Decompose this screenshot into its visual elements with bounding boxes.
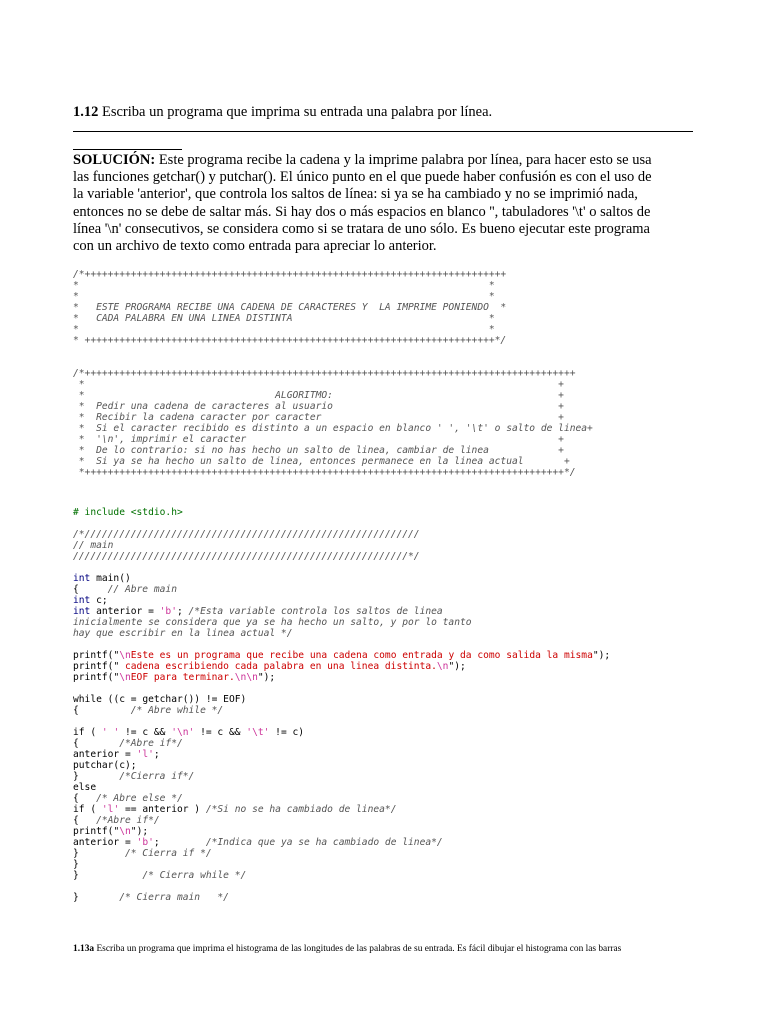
- code-text: printf(: [73, 826, 114, 837]
- escape-sequence: \n: [436, 661, 449, 672]
- code-comment: /* Abre while */: [130, 705, 224, 716]
- code-text: ": [113, 650, 120, 661]
- main-banner-comment: // main: [73, 540, 114, 551]
- comment-line: * '\n', imprimir el caracter +: [73, 434, 564, 445]
- comment-line: * +++++++++++++++++++++++++++++++++++++++++++++++++++++++++++++++++++++++*/: [73, 335, 507, 346]
- comment-line: * Si el caracter recibido es distinto a un espacio en blanco ' ', '\t' o salto de linea+: [73, 423, 593, 434]
- code-text: );: [454, 661, 466, 672]
- solution-line: [73, 152, 695, 169]
- comment-line: * *: [73, 291, 495, 302]
- solution-line: línea '\n' consecutivos, se considera como si se tratara de uno sólo. Es bueno ejecutar este programa: [73, 220, 650, 237]
- solution-line: entonces no se debe de saltar más. Si hay dos o más espacios en blanco '', tabuladores '\t' o saltos de: [73, 203, 651, 220]
- code-comment: /*Abre if*/: [96, 815, 160, 826]
- comment-line: * Si ya se ha hecho un salto de linea, entonces permanece en la linea actual +: [73, 456, 570, 467]
- code-text: (: [84, 727, 102, 738]
- keyword: while: [73, 694, 102, 705]
- code-comment: /*Si no se ha cambiado de linea*/: [205, 804, 397, 815]
- code-text: ": [113, 661, 120, 672]
- code-text: main(): [90, 573, 131, 584]
- keyword: int: [73, 595, 91, 606]
- code-text: != c &&: [194, 727, 247, 738]
- code-text: ": [113, 826, 120, 837]
- code-text: c;: [90, 595, 108, 606]
- algorithm-comment-box: [73, 368, 593, 478]
- keyword: int: [73, 573, 91, 584]
- code-text: {: [73, 705, 131, 716]
- comment-line: /*+++++++++++++++++++++++++++++++++++++++++++++++++++++++++++++++++++++++++++++++++++++: [73, 368, 576, 379]
- code-text: {: [73, 738, 120, 749]
- code-text: {: [73, 815, 97, 826]
- exercise-statement: Escriba un programa que imprima su entrada una palabra por línea.: [98, 104, 493, 120]
- include-directive: # include <stdio.h>: [73, 507, 183, 518]
- comment-line: * Recibir la cadena caracter por caracter +: [73, 412, 564, 423]
- code-text: ": [113, 672, 120, 683]
- solution-paragraph: [73, 152, 695, 255]
- code-comment: /* Cierra while */: [142, 870, 247, 881]
- comment-line: * Pedir una cadena de caracteres al usuario +: [73, 401, 564, 412]
- solution-line: la variable 'anterior', que controla los saltos de línea: si ya se ha cambiado y no se imprimió nada,: [73, 186, 638, 203]
- keyword: else: [73, 782, 97, 793]
- code-text: == anterior ): [119, 804, 206, 815]
- code-text: (: [84, 804, 102, 815]
- code-text: ;: [176, 606, 189, 617]
- string-literal: cadena escribiendo cada palabra en una linea distinta.: [119, 661, 437, 672]
- comment-line: * ESTE PROGRAMA RECIBE UNA CADENA DE CARACTERES Y LA IMPRIME PONIENDO *: [73, 302, 507, 313]
- code-text: }: [73, 870, 143, 881]
- code-text: != c): [269, 727, 305, 738]
- code-text: printf(: [73, 650, 114, 661]
- code-text: );: [136, 826, 149, 837]
- code-text: }: [73, 859, 79, 870]
- code-text: anterior =: [90, 606, 160, 617]
- code-text: putchar(c);: [73, 760, 137, 771]
- code-text: ": [592, 650, 599, 661]
- char-literal: 'l': [101, 804, 120, 815]
- escape-sequence: \n: [246, 672, 258, 683]
- code-text: }: [73, 848, 125, 859]
- code-comment: /*Esta variable controla los saltos de linea: [188, 606, 443, 617]
- comment-line: *+++++++++++++++++++++++++++++++++++++++++++++++++++++++++++++++++++++++++++++++++++*/: [73, 467, 576, 478]
- code-text: }: [73, 892, 120, 903]
- code-text: anterior =: [73, 749, 137, 760]
- code-comment: // Abre main: [107, 584, 177, 595]
- char-literal: ' ': [101, 727, 120, 738]
- escape-sequence: \n: [234, 672, 247, 683]
- code-comment: /*Indica que ya se ha cambiado de linea*/: [205, 837, 443, 848]
- exercise-heading: [73, 103, 703, 121]
- code-comment: /* Abre else */: [96, 793, 183, 804]
- code-text: printf(: [73, 672, 114, 683]
- char-literal: '\t': [246, 727, 270, 738]
- comment-line: * De lo contrario: si no has hecho un salto de linea, cambiar de linea +: [73, 445, 564, 456]
- code-text: ": [448, 661, 455, 672]
- main-banner-comment: /*//////////////////////////////////////////////////////////: [73, 529, 420, 540]
- code-comment: /*Cierra if*/: [119, 771, 195, 782]
- char-literal: 'l': [136, 749, 154, 760]
- code-text: }: [73, 771, 120, 782]
- horizontal-rule: [73, 131, 693, 132]
- code-comment: inicialmente se considera que ya se ha hecho un salto, y por lo tanto: [73, 617, 472, 628]
- keyword: int: [73, 606, 91, 617]
- code-text: {: [73, 793, 97, 804]
- next-exercise-number: 1.13a: [73, 944, 95, 954]
- source-code: [73, 507, 610, 903]
- escape-sequence: \n: [119, 650, 131, 661]
- header-comment-box: [73, 269, 506, 346]
- string-literal: EOF para terminar.: [130, 672, 235, 683]
- code-comment: hay que escribir en la linea actual */: [73, 628, 293, 639]
- code-text: );: [263, 672, 276, 683]
- comment-line: * CADA PALABRA EN UNA LINEA DISTINTA *: [73, 313, 495, 324]
- code-text: != c &&: [119, 727, 172, 738]
- code-text: ": [130, 826, 137, 837]
- code-comment: /*Abre if*/: [119, 738, 183, 749]
- next-exercise-statement: Escriba un programa que imprima el histograma de las longitudes de las palabras de su entrada. Es fácil dibujar el histograma con las barras: [94, 944, 622, 954]
- char-literal: '\n': [171, 727, 195, 738]
- exercise-number: 1.12: [73, 104, 99, 120]
- code-text: ": [257, 672, 264, 683]
- escape-sequence: \n: [119, 826, 131, 837]
- solution-line: con un archivo de texto como entrada para apreciar lo anterior.: [73, 238, 437, 255]
- short-rule: [73, 149, 182, 150]
- comment-line: * ALGORITMO: +: [73, 390, 564, 401]
- code-text: ;: [153, 837, 206, 848]
- keyword: if: [73, 727, 85, 738]
- solution-text: Este programa recibe la cadena y la imprime palabra por línea, para hacer esto se usa: [155, 152, 652, 168]
- char-literal: 'b': [136, 837, 154, 848]
- code-comment: /* Cierra main */: [119, 892, 229, 903]
- solution-line: las funciones getchar() y putchar(). El único punto en el que puede haber confusión es con el uso de: [73, 169, 652, 186]
- escape-sequence: \n: [119, 672, 131, 683]
- code-text: );: [598, 650, 611, 661]
- code-text: ;: [153, 749, 160, 760]
- char-literal: 'b': [159, 606, 177, 617]
- comment-line: * *: [73, 324, 495, 335]
- main-banner-comment: //////////////////////////////////////////////////////////*/: [73, 551, 420, 562]
- comment-line: * +: [73, 379, 564, 390]
- keyword: if: [73, 804, 85, 815]
- code-comment: /* Cierra if */: [124, 848, 212, 859]
- code-text: anterior =: [73, 837, 137, 848]
- solution-label: SOLUCIÓN:: [73, 152, 156, 168]
- next-exercise-text: [73, 943, 713, 955]
- comment-line: /*+++++++++++++++++++++++++++++++++++++++++++++++++++++++++++++++++++++++++: [73, 269, 507, 280]
- code-text: {: [73, 584, 108, 595]
- code-text: printf(: [73, 661, 114, 672]
- string-literal: Este es un programa que recibe una cadena como entrada y da como salida la misma: [130, 650, 593, 661]
- comment-line: * *: [73, 280, 495, 291]
- code-text: ((c = getchar()) != EOF): [101, 694, 247, 705]
